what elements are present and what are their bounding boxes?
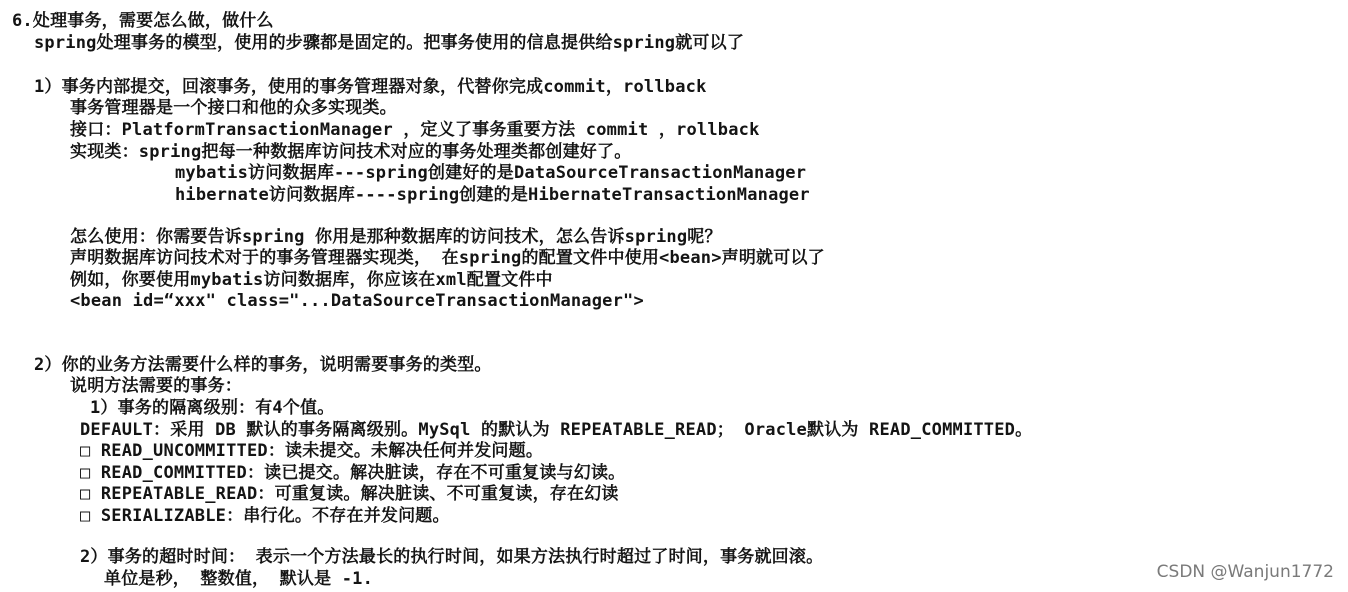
list-item: □ SERIALIZABLE：串行化。不存在并发问题。 <box>80 506 450 526</box>
text-line: 事务管理器是一个接口和他的众多实现类。 <box>70 98 397 118</box>
code-line: <bean id=“xxx" class="...DataSourceTransactionManager"> <box>70 291 644 311</box>
subsection-title: 1）事务的隔离级别：有4个值。 <box>90 398 335 418</box>
text-line: mybatis访问数据库---spring创建好的是DataSourceTransactionManager <box>175 163 807 183</box>
heading-line: 6.处理事务，需要怎么做，做什么 <box>12 11 274 31</box>
text-line: 实现类：spring把每一种数据库访问技术对应的事务处理类都创建好了。 <box>70 142 632 162</box>
watermark: CSDN @Wanjun1772 <box>1156 562 1334 582</box>
text-line: 单位是秒， 整数值， 默认是 -1. <box>104 569 374 589</box>
text-line: 例如，你要使用mybatis访问数据库，你应该在xml配置文件中 <box>70 270 553 290</box>
text-line: 接口：PlatformTransactionManager ，定义了事务重要方法 commit ，rollback <box>70 120 760 140</box>
list-item: □ READ_UNCOMMITTED：读未提交。未解决任何并发问题。 <box>80 441 544 461</box>
text-line: 怎么使用：你需要告诉spring 你用是那种数据库的访问技术，怎么告诉spring呢？ <box>70 227 722 247</box>
list-item: □ REPEATABLE_READ：可重复读。解决脏读、不可重复读，存在幻读 <box>80 484 619 504</box>
section-2-title: 2）你的业务方法需要什么样的事务，说明需要事务的类型。 <box>34 355 492 375</box>
section-1-title: 1）事务内部提交，回滚事务，使用的事务管理器对象，代替你完成commit，rollback <box>34 77 707 97</box>
text-line: hibernate访问数据库----spring创建的是HibernateTransactionManager <box>175 185 810 205</box>
text-line: 说明方法需要的事务： <box>70 376 242 396</box>
text-line: 声明数据库访问技术对于的事务管理器实现类， 在spring的配置文件中使用<bean>声明就可以了 <box>70 248 825 268</box>
text-line: DEFAULT：采用 DB 默认的事务隔离级别。MySql 的默认为 REPEATABLE_READ； Oracle默认为 READ_COMMITTED。 <box>80 420 1033 440</box>
subsection-title: 2）事务的超时时间： 表示一个方法最长的执行时间，如果方法执行时超过了时间，事务就回滚。 <box>80 547 824 567</box>
text-line: spring处理事务的模型，使用的步骤都是固定的。把事务使用的信息提供给spring就可以了 <box>34 33 745 53</box>
list-item: □ READ_COMMITTED：读已提交。解决脏读，存在不可重复读与幻读。 <box>80 463 626 483</box>
